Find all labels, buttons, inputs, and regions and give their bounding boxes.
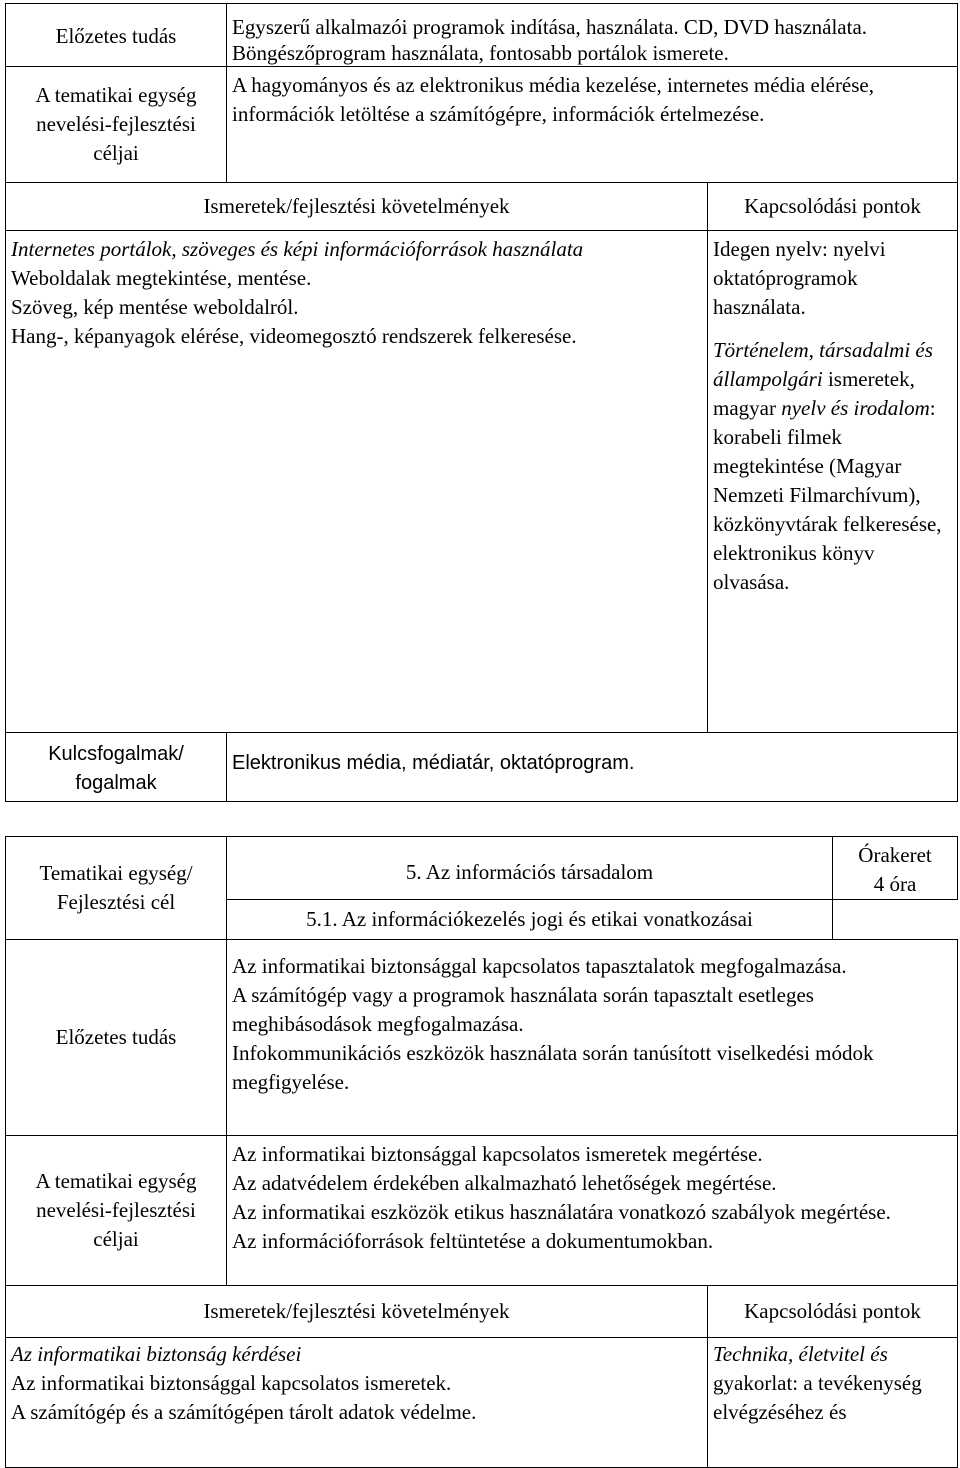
connections-header: Kapcsolódási pontok [708, 183, 958, 231]
goals-text: A hagyományos és az elektronikus média kezelése, internetes média elérése, információk letöltése a számítógépre, információk értelmezése. [227, 67, 958, 183]
prior-knowledge-label-2: Előzetes tudás [6, 940, 227, 1136]
requirements-item: Hang-, képanyagok elérése, videomegosztó rendszerek felkeresése. [11, 324, 577, 348]
prior-knowledge-text: Egyszerű alkalmazói programok indítása, használata. CD, DVD használata. Böngészőprogram használata, fontosabb portálok ismerete. [227, 4, 958, 67]
hours-value: 4 óra [873, 872, 917, 896]
connections-content [708, 231, 958, 733]
connections-content-2 [708, 1338, 958, 1468]
connections-header-2: Kapcsolódási pontok [708, 1286, 958, 1338]
hours-cell [833, 837, 958, 900]
goals-content-2 [227, 1136, 958, 1286]
connections-paragraph [713, 336, 952, 597]
empty-cell [833, 900, 958, 940]
requirements-item: Az informatikai biztonsággal kapcsolatos ismeretek. [11, 1371, 452, 1395]
goals-label: A tematikai egység nevelési-fejlesztési céljai [6, 67, 227, 183]
connections-text: Technika, életvitel és [713, 1342, 888, 1366]
requirements-item: Szöveg, kép mentése weboldalról. [11, 295, 299, 319]
requirements-content [6, 231, 708, 733]
connections-text: nyelv és irodalom [781, 396, 930, 420]
prior-line: Az informatikai biztonsággal kapcsolatos tapasztalatok megfogalmazása. [232, 954, 847, 978]
curriculum-table-2 [5, 836, 958, 1468]
requirements-item: Weboldalak megtekintése, mentése. [11, 266, 312, 290]
goals-line: Az információforrások feltüntetése a dokumentumokban. [232, 1229, 714, 1253]
requirements-item: Az informatikai biztonság kérdései [11, 1342, 302, 1366]
keywords-label: Kulcsfogalmak/ fogalmak [6, 733, 227, 802]
keywords-text: Elektronikus média, médiatár, oktatóprogram. [227, 733, 958, 802]
requirements-item: Internetes portálok, szöveges és képi információforrások használata [11, 237, 584, 261]
prior-knowledge-content-2 [227, 940, 958, 1136]
connections-text: gyakorlat: a tevékenység elvégzéséhez és [713, 1371, 922, 1424]
goals-line: Az informatikai biztonsággal kapcsolatos ismeretek megértése. [232, 1142, 763, 1166]
prior-knowledge-label: Előzetes tudás [6, 4, 227, 67]
unit-label: Tematikai egység/ Fejlesztési cél [6, 837, 227, 940]
hours-label: Órakeret [858, 843, 932, 867]
requirements-header-2: Ismeretek/fejlesztési követelmények [6, 1286, 708, 1338]
connections-paragraph: Idegen nyelv: nyelvi oktatóprogramok használata. [713, 237, 886, 319]
connections-text: Történelem, társadalmi és állampolgári [713, 338, 933, 391]
prior-line: A számítógép vagy a programok használata során tapasztalt esetleges meghibásodások megfogalmazása. [232, 983, 814, 1036]
prior-line: Infokommunikációs eszközök használata során tanúsított viselkedési módok megfigyelése. [232, 1041, 874, 1094]
connections-text: ismeretek, magyar [713, 367, 915, 420]
requirements-item: A számítógép és a számítógépen tárolt adatok védelme. [11, 1400, 477, 1424]
goals-label-2: A tematikai egység nevelési-fejlesztési céljai [6, 1136, 227, 1286]
requirements-header: Ismeretek/fejlesztési követelmények [6, 183, 708, 231]
goals-line: Az informatikai eszközök etikus használatára vonatkozó szabályok megértése. [232, 1200, 891, 1224]
curriculum-table-1 [5, 3, 958, 802]
requirements-content-2 [6, 1338, 708, 1468]
goals-line: Az adatvédelem érdekében alkalmazható lehetőségek megértése. [232, 1171, 777, 1195]
unit-subtitle: 5.1. Az információkezelés jogi és etikai vonatkozásai [227, 900, 833, 940]
connections-text: : korabeli filmek megtekintése (Magyar Nemzeti Filmarchívum), közkönyvtárak felkeresése, elektronikus könyv olvasása. [713, 396, 942, 594]
unit-title: 5. Az információs társadalom [227, 837, 833, 900]
